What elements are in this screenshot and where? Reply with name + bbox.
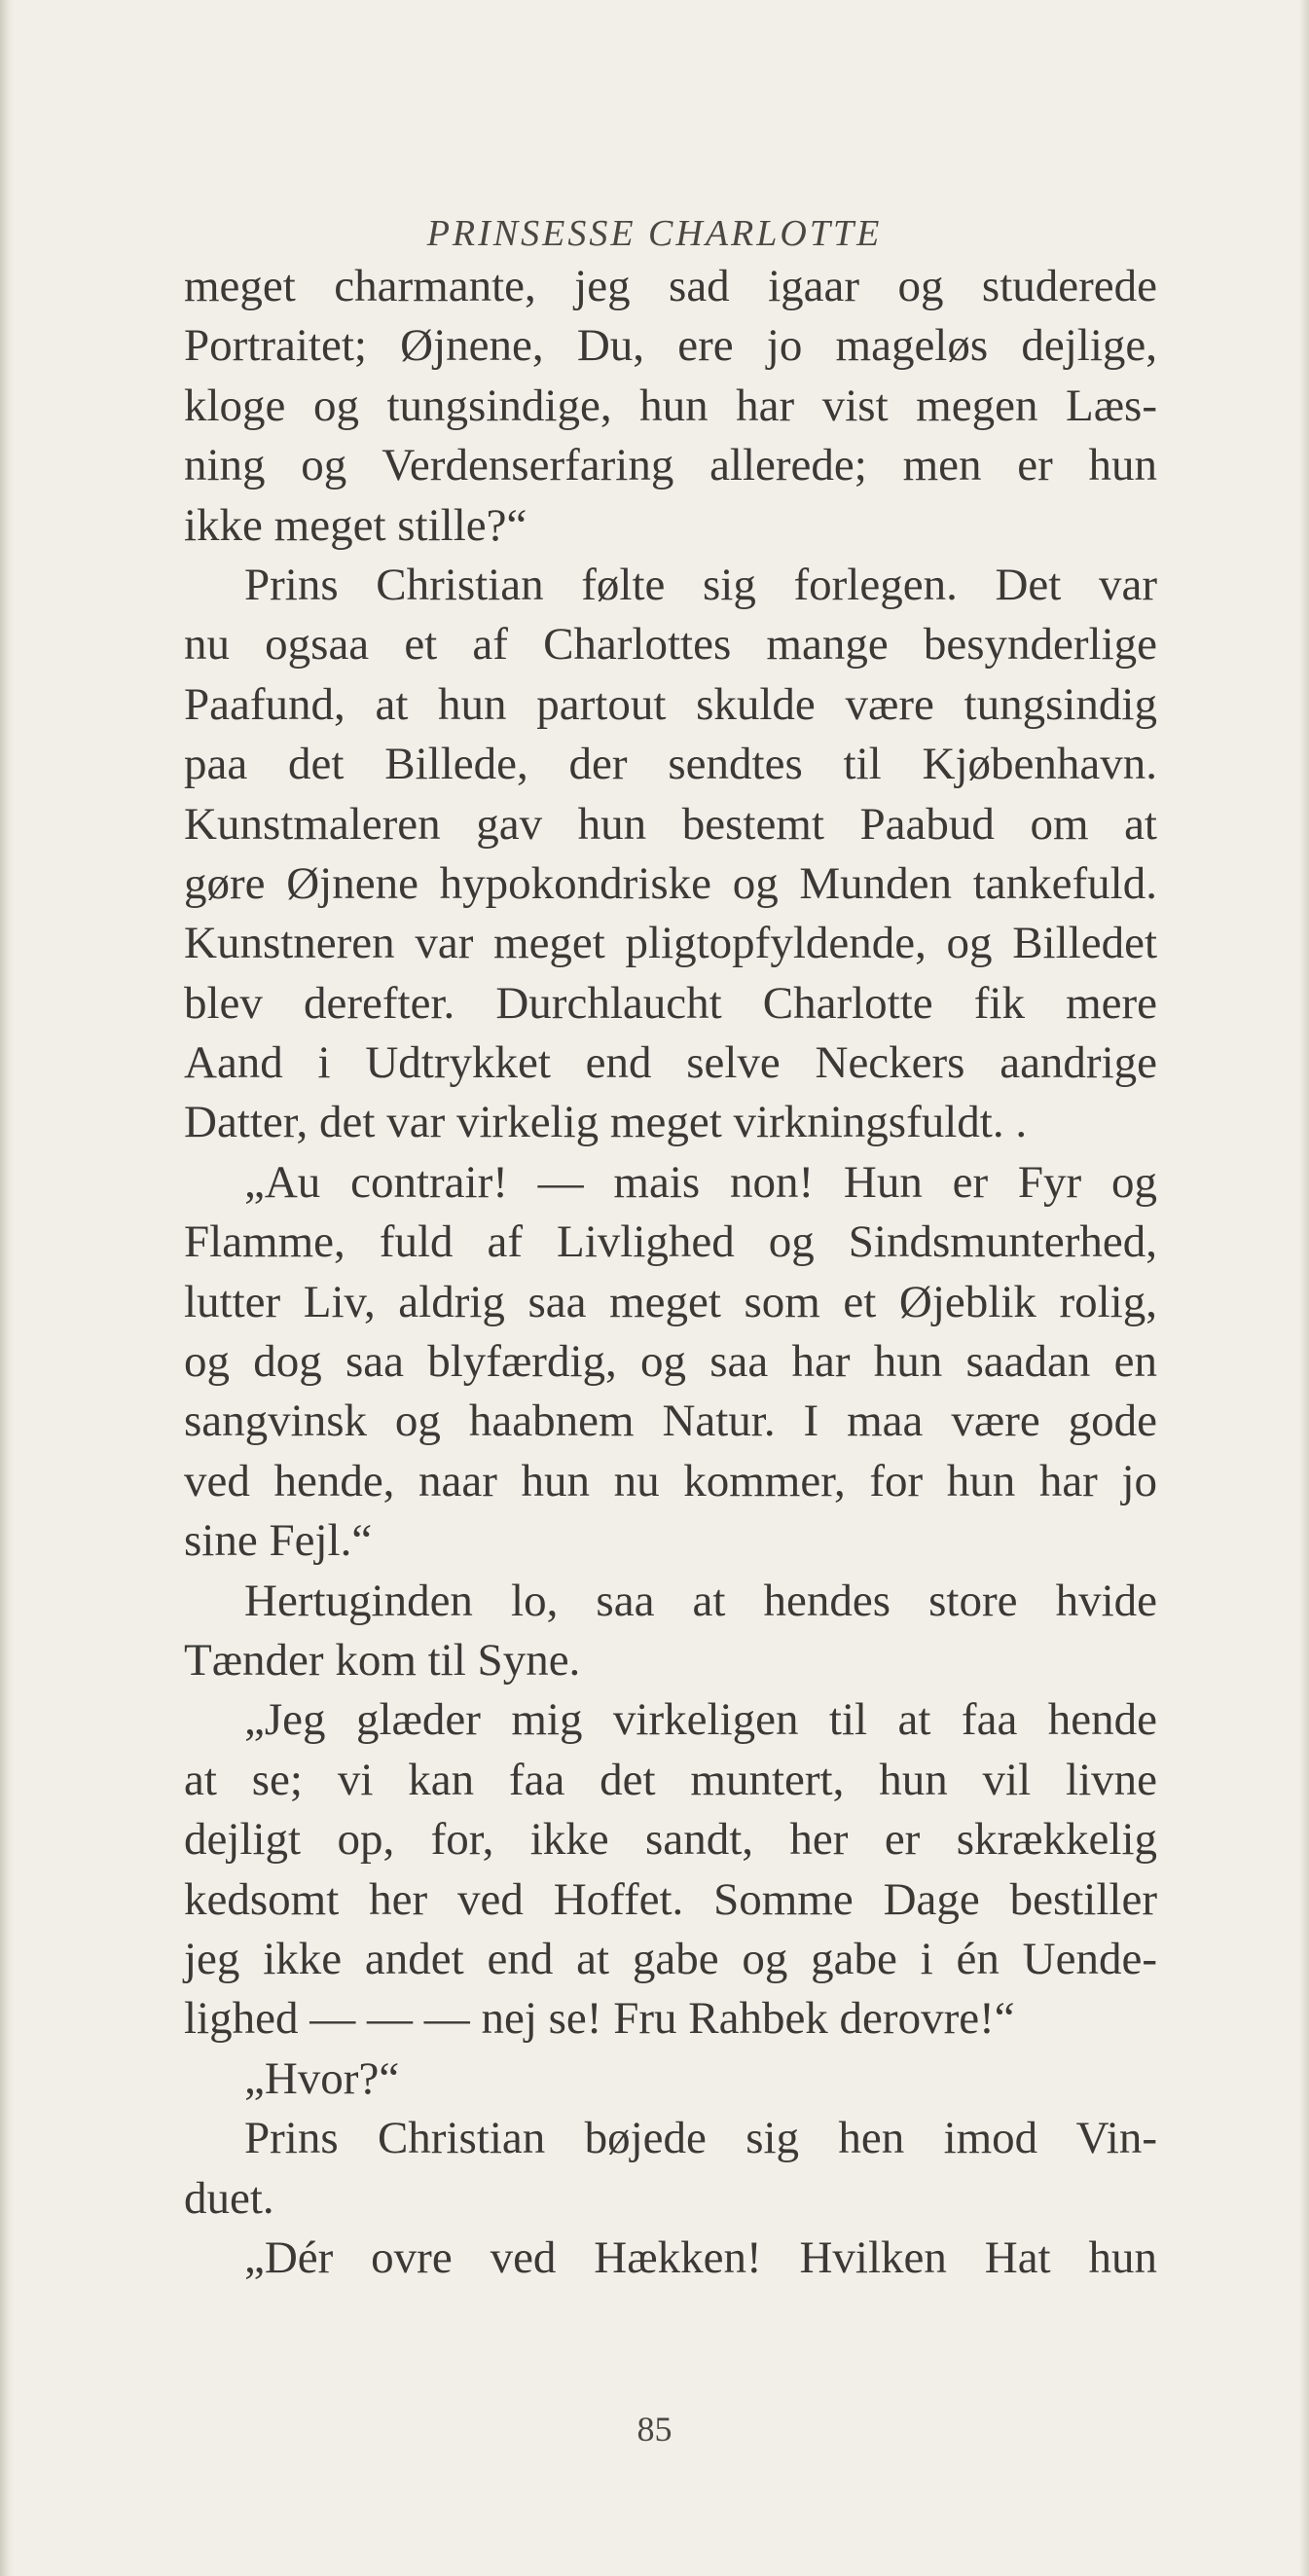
text-line: lutter Liv, aldrig saa meget som et Øjeblik rolig, [184,1276,1157,1327]
text-line: og dog saa blyfærdig, og saa har hun saadan en [184,1336,1157,1388]
text-line: ning og Verdenserfaring allerede; men er hun [184,440,1157,491]
page-edge-right [1299,0,1309,2576]
text-line: Hertuginden lo, saa at hendes store hvide [244,1575,1157,1626]
text-line: Datter, det var virkelig meget virkningsfuldt. . [184,1097,1028,1148]
text-line: meget charmante, jeg sad igaar og studerede [184,261,1157,311]
text-line: ved hende, naar hun nu kommer, for hun har jo [184,1455,1157,1506]
text-line: duet. [184,2172,274,2224]
text-line: at se; vi kan faa det muntert, hun vil livne [184,1754,1157,1805]
text-line: Flamme, fuld af Livlighed og Sindsmunterhed, [184,1216,1157,1268]
text-line: blev derefter. Durchlaucht Charlotte fik mere [184,977,1157,1029]
text-line: „Hvor?“ [244,2052,400,2104]
text-line: Aand i Udtrykket end selve Neckers aandrige [184,1037,1157,1089]
running-head: PRINSESSE CHARLOTTE [426,213,883,254]
text-line: „Au contrair! — mais non! Hun er Fyr og [244,1156,1157,1208]
text-line: kloge og tungsindige, hun har vist megen Læs- [184,380,1157,431]
text-line: Prins Christian bøjede sig hen imod Vin- [244,2113,1157,2164]
text-line: ikke meget stille?“ [184,499,527,551]
text-line: sine Fejl.“ [184,1515,373,1567]
text-line: Kunstmaleren gav hun bestemt Paabud om at [184,798,1157,850]
text-line: dejligt op, for, ikke sandt, her er skrækkelig [184,1814,1157,1866]
text-line: Prins Christian følte sig forlegen. Det var [244,559,1157,610]
text-line: sangvinsk og haabnem Natur. I maa være gode [184,1396,1157,1447]
text-line: Portraitet; Øjnene, Du, ere jo mageløs dejlige, [184,320,1157,372]
text-line: nu ogsaa et af Charlottes mange besynderlige [184,619,1157,671]
text-line: lighed — — — nej se! Fru Rahbek derovre!“ [184,1993,1015,2045]
text-line: Tænder kom til Syne. [184,1634,581,1686]
text-line: paa det Billede, der sendtes til Kjøbenhavn. [184,739,1157,790]
text-line: „Jeg glæder mig virkeligen til at faa hende [244,1694,1157,1746]
page-edge-left [0,0,14,2576]
text-line: jeg ikke andet end at gabe og gabe i én Uende- [184,1933,1157,1984]
text-line: „Dér ovre ved Hækken! Hvilken Hat hun [244,2231,1157,2283]
text-line: Paafund, at hun partout skulde være tungsindig [184,678,1157,730]
text-line: kedsomt her ved Hoffet. Somme Dage bestiller [184,1873,1157,1925]
page-number: 85 [636,2410,673,2449]
text-line: Kunstneren var meget pligtopfyldende, og Billedet [184,918,1157,969]
body-text [184,257,1157,2288]
text-line: gøre Øjnene hypokondriske og Munden tankefuld. [184,857,1157,909]
